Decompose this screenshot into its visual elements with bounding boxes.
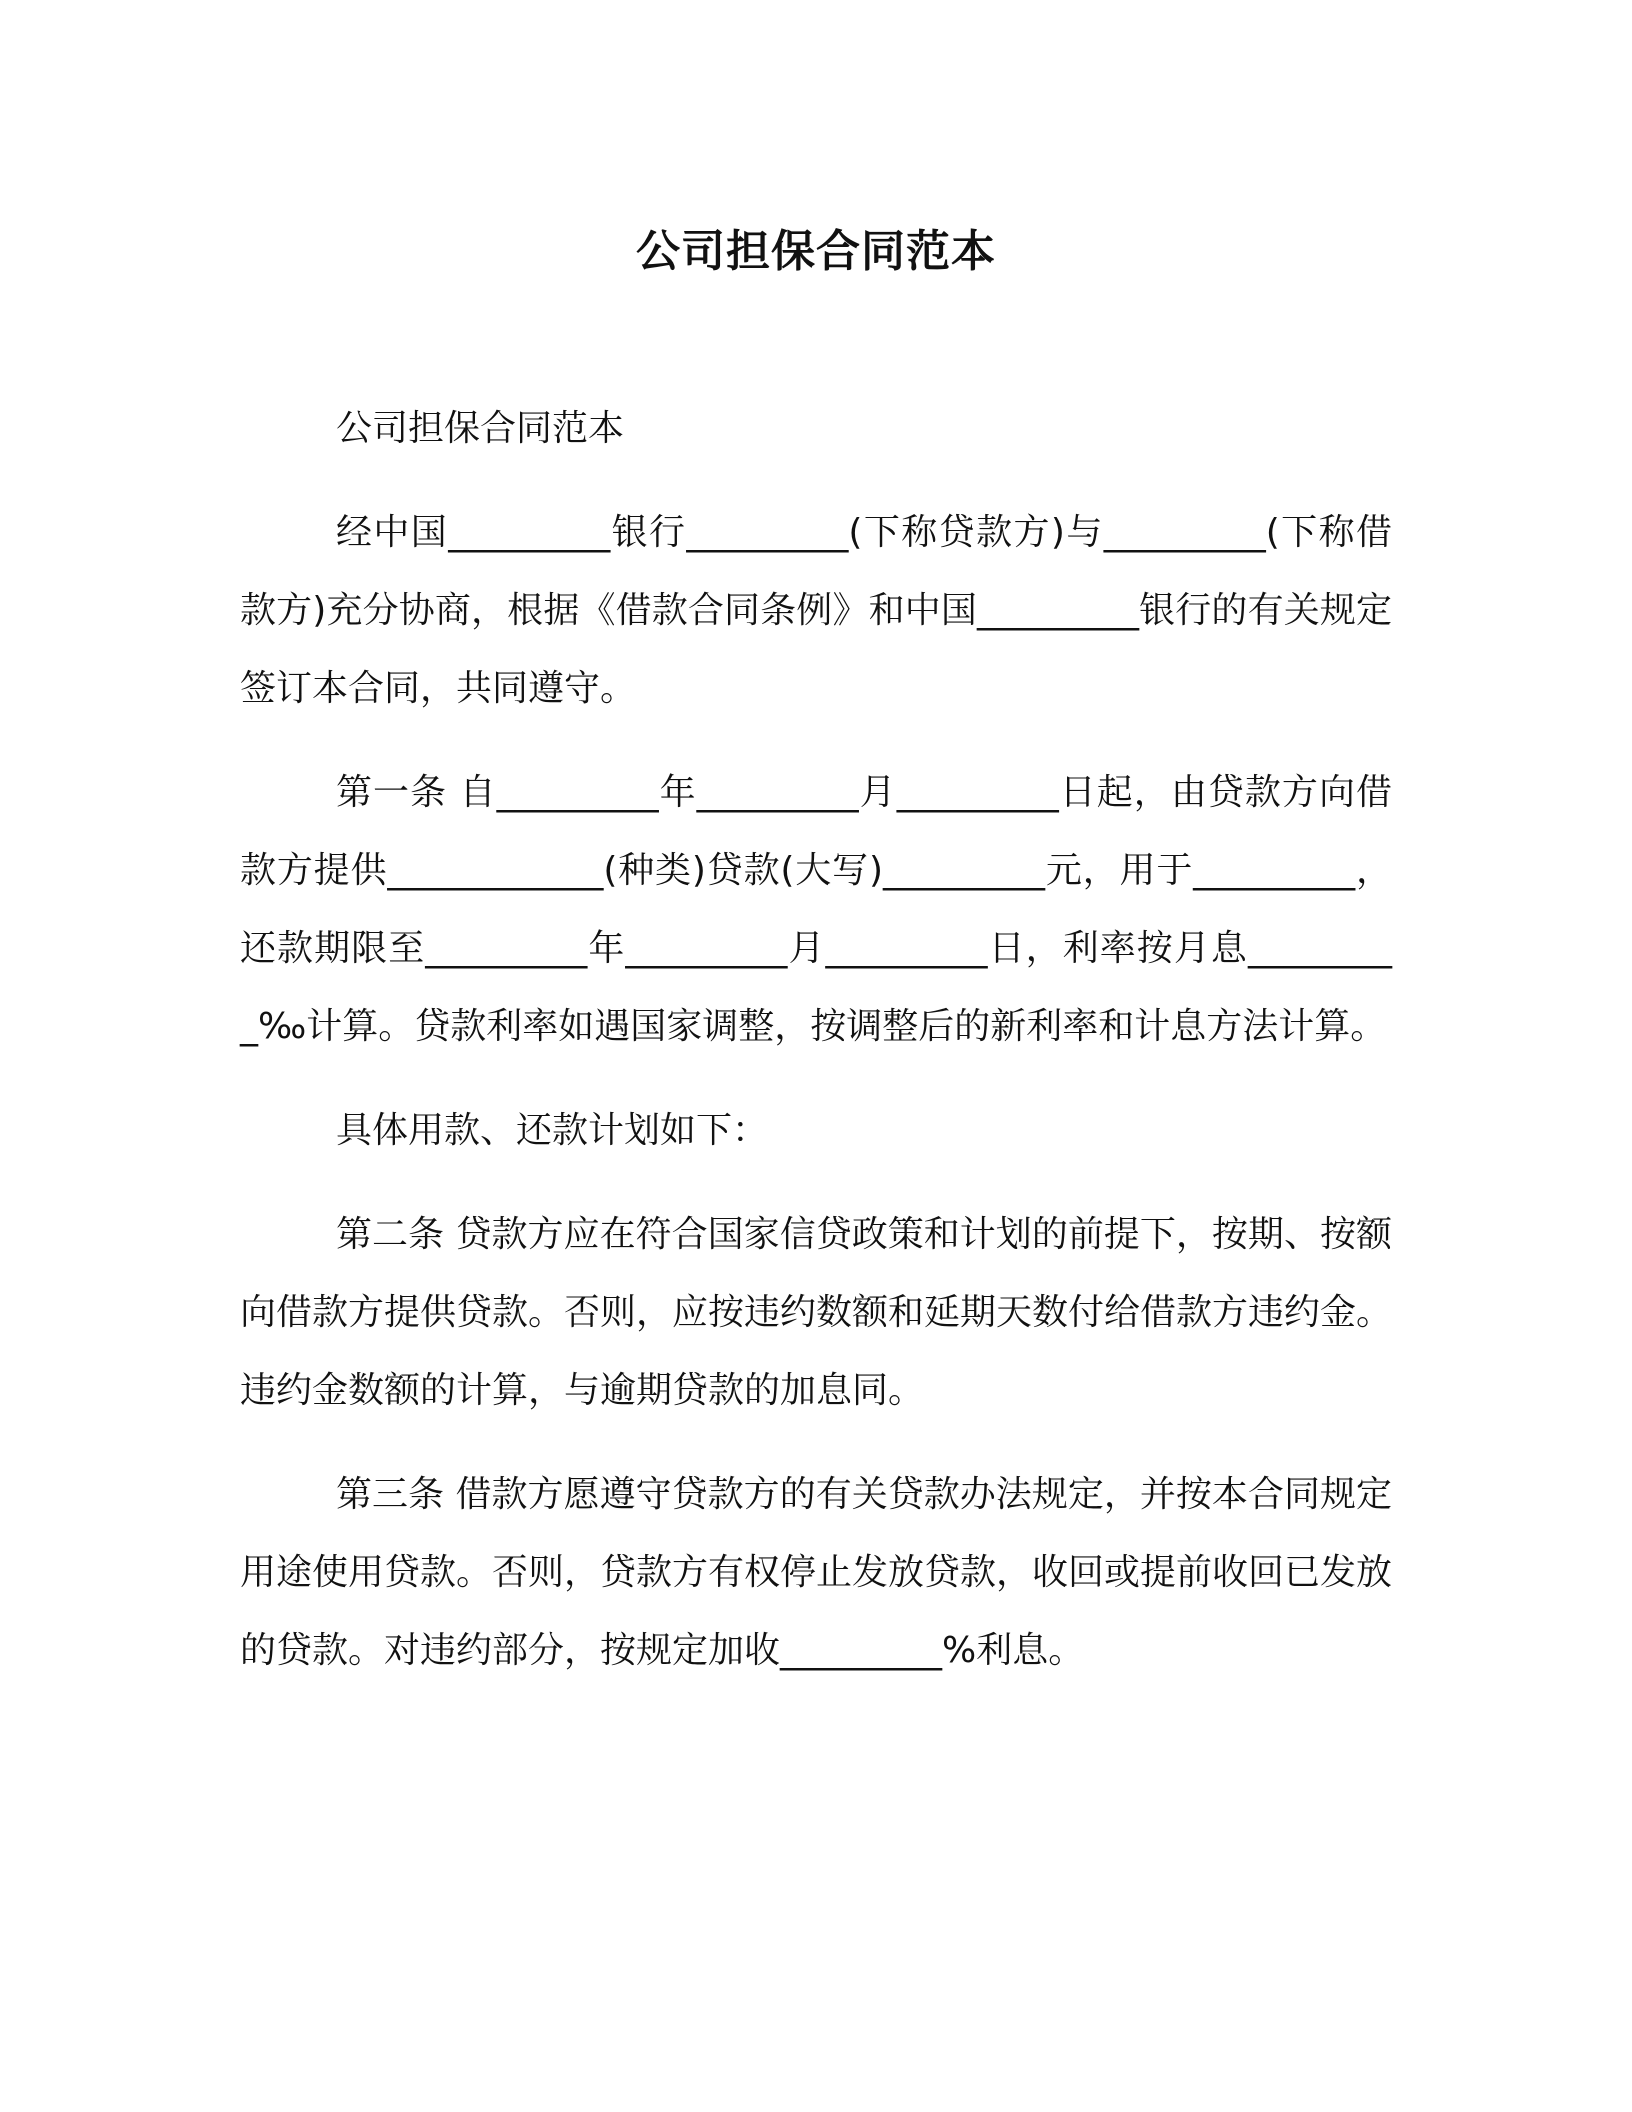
article-1-paragraph: 第一条 自_________年_________月_________日起，由贷款方向借款方提供____________(种类)贷款(大写)_________元，用于_________，还款期限至_________年_________月_________日，利率按月息_________‰计算。贷款利率如遇国家调整，按调整后的新利率和计息方法计算。 xyxy=(240,772,1392,1047)
article-3-paragraph: 第三条 借款方愿遵守贷款方的有关贷款办法规定，并按本合同规定用途使用贷款。否则，贷款方有权停止发放贷款，收回或提前收回已发放的贷款。对违约部分，按规定加收_________%利息。 xyxy=(240,1474,1393,1671)
preamble-paragraph: 经中国_________银行_________(下称贷款方)与_________(下称借款方)充分协商，根据《借款合同条例》和中国_________银行的有关规定签订本合同，共同遵守。 xyxy=(240,512,1392,709)
document-title: 公司担保合同范本 xyxy=(636,226,996,277)
subtitle-paragraph: 公司担保合同范本 xyxy=(336,408,625,449)
article-2-paragraph: 第二条 贷款方应在符合国家信贷政策和计划的前提下，按期、按额向借款方提供贷款。否则，应按违约数额和延期天数付给借款方违约金。违约金数额的计算，与逾期贷款的加息同。 xyxy=(240,1214,1393,1411)
repayment-plan-paragraph: 具体用款、还款计划如下： xyxy=(336,1110,769,1151)
document-body xyxy=(240,390,1392,1716)
